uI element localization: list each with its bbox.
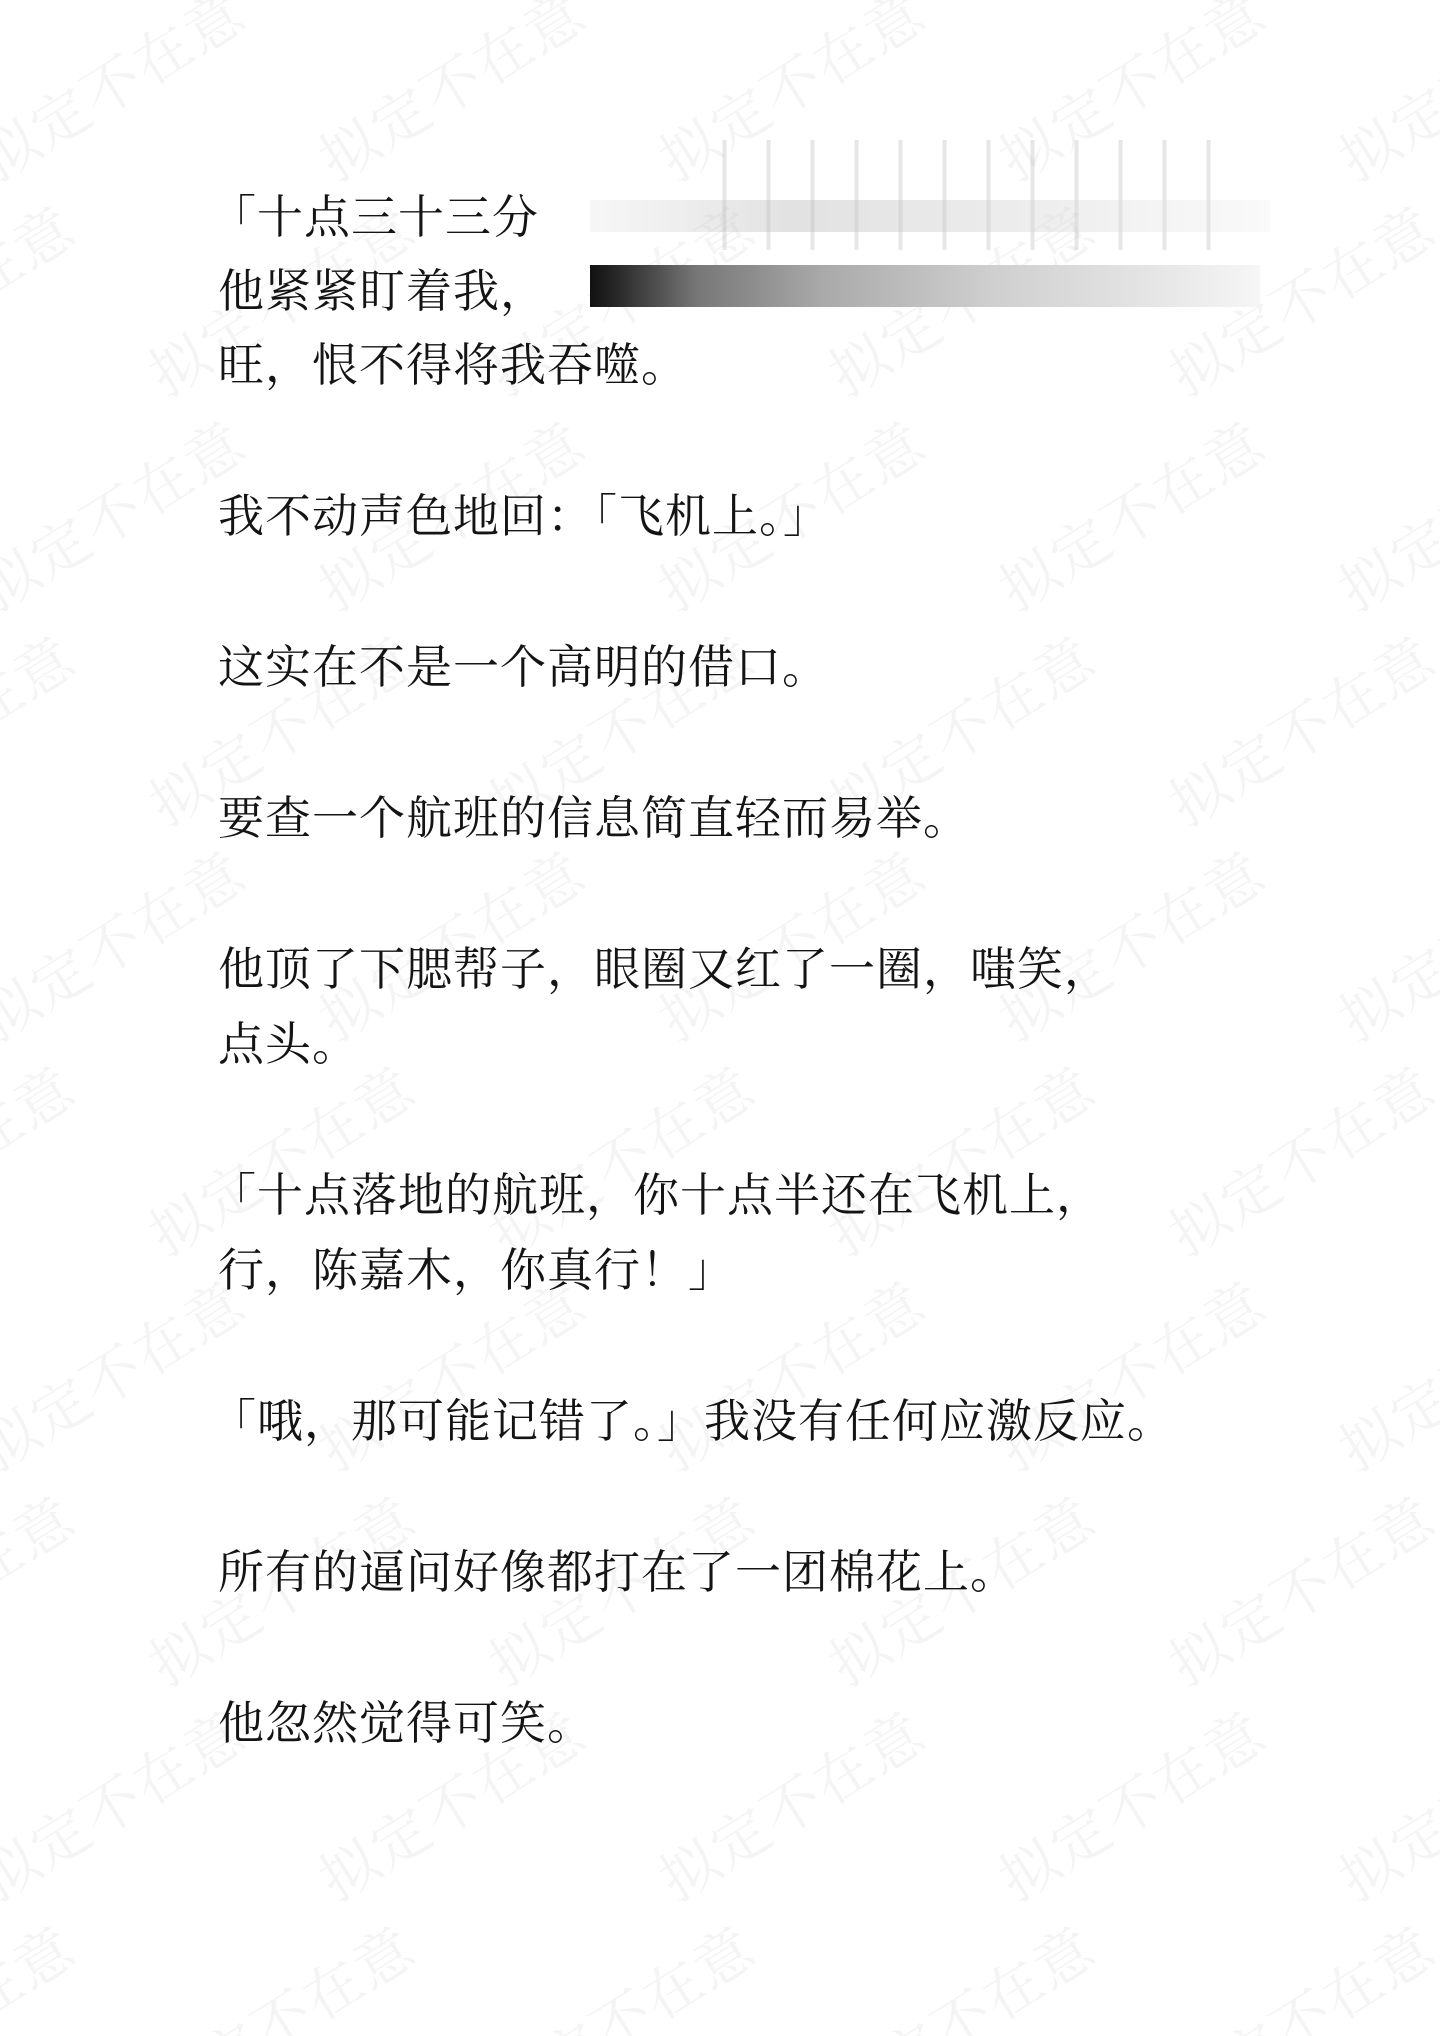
paragraph-4: 要查一个航班的信息简直轻而易举。: [218, 791, 970, 845]
paragraph-1-line-1: 「十点三十三分: [210, 190, 539, 244]
paragraph-6-line-2: 行，陈嘉木，你真行！」: [218, 1243, 735, 1297]
watermark-text: [0, 1472, 89, 1702]
text-body: [210, 0, 1258, 2036]
paragraph-5-line-2: 点头。: [218, 1017, 359, 1071]
watermark-text: [0, 1902, 89, 2036]
watermark-text: [1321, 1687, 1440, 1917]
paragraph-1-line-2: 他紧紧盯着我，: [218, 264, 547, 318]
paragraph-9: 他忽然觉得可笑。: [218, 1696, 594, 1750]
paragraph-6-line-1: 「十点落地的航班，你十点半还在飞机上，: [210, 1168, 1103, 1222]
watermark-text: [1321, 827, 1440, 1057]
watermark-text: [0, 182, 89, 412]
paragraph-8: 所有的逼问好像都打在了一团棉花上。: [218, 1545, 1017, 1599]
paragraph-1-line-3: 旺，恨不得将我吞噬。: [218, 338, 688, 392]
watermark-text: [1321, 397, 1440, 627]
watermark-text: [0, 612, 89, 842]
paragraph-2: 我不动声色地回：「飞机上。」: [218, 489, 830, 543]
watermark-text: [1321, 1257, 1440, 1487]
paragraph-7: 「哦，那可能记错了。」我没有任何应激反应。: [210, 1394, 1174, 1448]
paragraph-3: 这实在不是一个高明的借口。: [218, 640, 829, 694]
watermark-text: [0, 1042, 89, 1272]
watermark-text: [1321, 0, 1440, 197]
paragraph-5-line-1: 他顶了下腮帮子，眼圈又红了一圈，嗤笑，: [218, 942, 1111, 996]
